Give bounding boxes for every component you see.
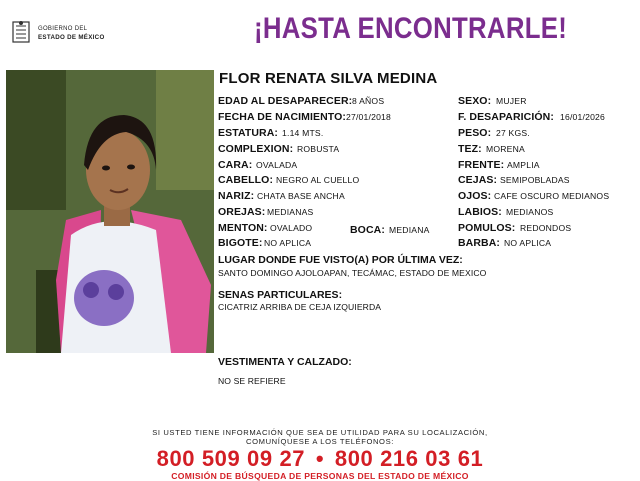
fdes-value: 16/01/2026 [560,112,606,122]
lugar-label: LUGAR DONDE FUE VISTO(A) POR ÚLTIMA VEZ: [218,254,463,266]
phone-numbers [0,446,640,472]
government-logo [10,20,125,46]
barba-label: BARBA: [458,237,501,249]
peso-value: 27 KGS. [496,128,530,138]
cara-value: OVALADA [256,160,298,170]
gov-line1: GOBIERNO DEL [38,26,88,32]
gov-line2: ESTADO DE MÉXICO [38,34,105,41]
cejas-value: SEMIPOBLADAS [500,175,570,185]
person-name: FLOR RENATA SILVA MEDINA [219,70,438,87]
nariz-label: NARIZ: [218,190,255,202]
labios-label: LABIOS: [458,206,502,218]
cejas-label: CEJAS: [458,174,498,186]
missing-person-photo [6,70,214,353]
orejas-label: OREJAS: [218,206,266,218]
nariz-value: CHATA BASE ANCHA [257,191,345,201]
commission-name: COMISIÓN DE BÚSQUEDA DE PERSONAS DEL ESTADO DE MÉXICO [171,471,469,481]
state-seal-icon [10,20,32,44]
bigote-label: BIGOTE: [218,237,263,249]
frente-label: FRENTE: [458,159,505,171]
peso-label: PESO: [458,127,492,139]
footer-info-line1: SI USTED TIENE INFORMACIÓN QUE SEA DE UTILIDAD PARA SU LOCALIZACIÓN, [152,428,488,437]
menton-value: OVALADO [270,223,313,233]
phone-1[interactable]: 800 509 09 27 [156,446,306,471]
estatura-value: 1.14 MTS. [282,128,324,138]
tez-label: TEZ: [458,143,482,155]
edad-label: EDAD AL DESAPARECER: [218,95,353,107]
cabello-label: CABELLO: [218,174,274,186]
headline: ¡HASTA ENCONTRARLE! [254,12,568,45]
vestimenta-value: NO SE REFIERE [218,376,286,386]
edad-value: 8 AÑOS [352,96,385,106]
ojos-value: CAFE OSCURO MEDIANOS [494,191,610,201]
fnac-label: FECHA DE NACIMIENTO: [218,111,346,123]
pomulos-value: REDONDOS [520,223,572,233]
person-photo-icon [6,70,214,353]
sexo-value: MUJER [496,96,527,106]
estatura-label: ESTATURA: [218,127,279,139]
fnac-value: 27/01/2018 [346,112,392,122]
lugar-value: SANTO DOMINGO AJOLOAPAN, TECÁMAC, ESTADO DE MEXICO [218,268,487,278]
phone-separator: • [315,446,325,471]
orejas-value: MEDIANAS [267,207,314,217]
complexion-value: ROBUSTA [297,144,340,154]
ojos-label: OJOS: [458,190,492,202]
fdes-label: F. DESAPARICIÓN: [458,111,554,123]
cara-label: CARA: [218,159,253,171]
vestimenta-label: VESTIMENTA Y CALZADO: [218,356,352,368]
sexo-label: SEXO: [458,95,492,107]
complexion-label: COMPLEXION: [218,143,294,155]
phone-2[interactable]: 800 216 03 61 [334,446,484,471]
boca-label: BOCA: [350,224,385,236]
menton-label: MENTON: [218,222,268,234]
footer-info-line2: COMUNÍQUESE A LOS TELÉFONOS: [246,437,394,446]
senas-value: CICATRIZ ARRIBA DE CEJA IZQUIERDA [218,302,382,312]
cabello-value: NEGRO AL CUELLO [276,175,360,185]
senas-label: SENAS PARTICULARES: [218,289,343,301]
barba-value: NO APLICA [504,238,552,248]
boca-value: MEDIANA [389,225,430,235]
frente-value: AMPLIA [507,160,540,170]
tez-value: MORENA [486,144,525,154]
labios-value: MEDIANOS [506,207,554,217]
pomulos-label: POMULOS: [458,222,516,234]
bigote-value: NO APLICA [264,238,312,248]
